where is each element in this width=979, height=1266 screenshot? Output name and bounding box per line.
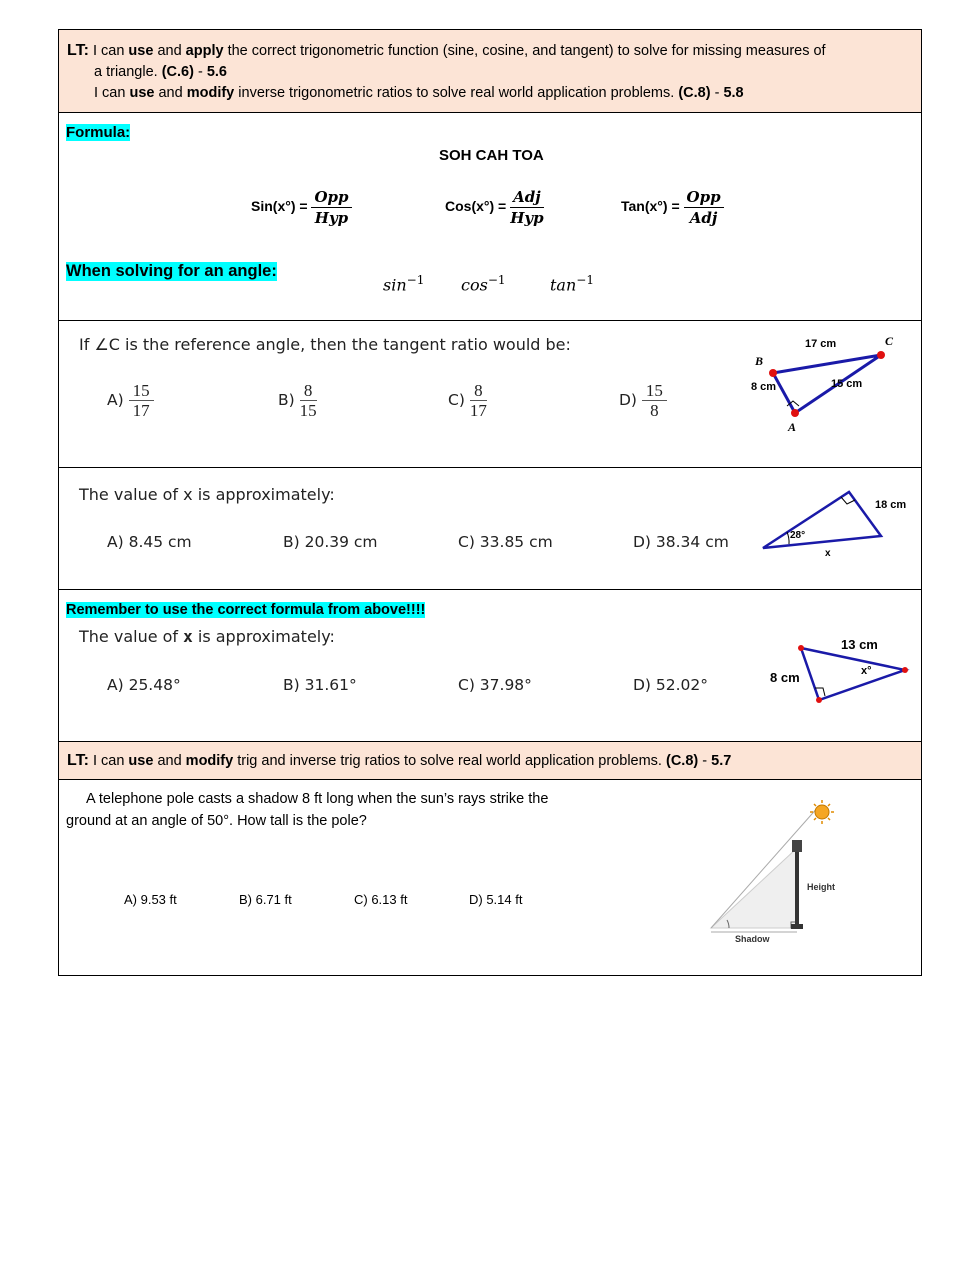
q3-prompt-x: x — [183, 627, 193, 646]
inverse-sin-text: sin — [383, 275, 407, 295]
lt1-text: I can — [94, 85, 130, 101]
cos-formula — [445, 188, 544, 227]
worksheet — [58, 29, 922, 976]
sin-formula — [251, 188, 352, 227]
label-15cm: 15 cm — [831, 378, 863, 390]
sin-numerator: Opp — [311, 188, 351, 208]
numerator: 8 — [300, 381, 317, 401]
lt2-code: (C.8) — [666, 753, 699, 769]
q3-choice-a[interactable]: A) 25.48° — [107, 676, 181, 694]
inverse-exponent: −1 — [406, 273, 425, 287]
learning-target-1 — [59, 30, 921, 113]
question-1 — [59, 321, 921, 468]
q3-prompt-a: The value of — [79, 627, 184, 646]
label-8cm: 8 cm — [770, 670, 800, 685]
lt2-text: and — [153, 753, 186, 769]
label-8cm: 8 cm — [751, 381, 777, 393]
numerator: 15 — [129, 381, 154, 401]
denominator: 15 — [299, 401, 317, 420]
denominator: 17 — [469, 401, 487, 420]
inverse-tan — [550, 273, 594, 294]
q2-choice-a[interactable]: A) 8.45 cm — [107, 533, 192, 551]
lt2-text: trig and inverse trig ratios to solve real world application problems. — [233, 753, 666, 769]
cos-denominator: Hyp — [510, 209, 544, 227]
lt1-code: (C.8) — [678, 85, 711, 101]
lt1-text: inverse trigonometric ratios to solve real world application problems. — [234, 85, 679, 101]
q4-choice-a[interactable]: A) 9.53 ft — [124, 892, 177, 907]
q2-choice-b[interactable]: B) 20.39 cm — [283, 533, 378, 551]
lt1-text: - — [710, 85, 724, 101]
lt2-num: 5.7 — [711, 753, 732, 769]
label-x: x — [825, 548, 831, 559]
q4-line2: ground at an angle of 50°. How tall is the pole? — [66, 813, 367, 829]
label-13cm: 13 cm — [841, 637, 878, 652]
lt1-apply: apply — [185, 43, 224, 59]
q3-prompt — [79, 627, 335, 646]
q1-triangle-figure — [745, 335, 905, 435]
sin-denominator: Hyp — [314, 209, 349, 227]
formula-section — [59, 113, 921, 321]
numerator: 15 — [642, 381, 667, 401]
lt1-text: I can — [88, 43, 129, 59]
vertex-c — [877, 351, 885, 359]
reminder-note: Remember to use the correct formula from above!!!! — [66, 602, 426, 618]
q3-choice-b[interactable]: B) 31.61° — [283, 676, 357, 694]
vertex-bottom — [816, 697, 822, 703]
lt1-text: - — [193, 64, 207, 80]
lt1-num: 5.8 — [723, 85, 744, 101]
vertex-b — [769, 369, 777, 377]
lt1-tag: LT: — [67, 42, 89, 59]
inverse-exponent: −1 — [487, 273, 506, 287]
label-18cm: 18 cm — [875, 499, 907, 511]
lt1-text: a triangle. — [94, 64, 162, 80]
q1-prompt — [79, 335, 571, 354]
right-triangle — [801, 648, 905, 700]
tan-formula — [621, 188, 724, 227]
question-2 — [59, 468, 921, 590]
question-3 — [59, 590, 921, 742]
q4-choice-c[interactable]: C) 6.13 ft — [354, 892, 408, 907]
numerator: 8 — [470, 381, 487, 401]
angle-arc — [787, 532, 789, 544]
q3-prompt-b: is approximately: — [192, 627, 335, 646]
sin-label: Sin(x°) = — [251, 198, 308, 215]
label-a: A — [788, 420, 797, 434]
lt1-use: use — [128, 43, 154, 59]
lt1-line1 — [67, 40, 913, 62]
label-c: C — [885, 335, 894, 348]
lamp-icon — [792, 840, 802, 852]
q3-choice-d[interactable]: D) 52.02° — [633, 676, 709, 694]
inverse-sin — [383, 273, 424, 294]
tan-denominator: Adj — [689, 209, 718, 227]
soh-cah-toa: SOH CAH TOA — [439, 147, 544, 164]
tan-fraction — [684, 188, 724, 227]
q3-triangle-figure — [765, 630, 915, 710]
q1-prompt-b: C is the reference angle, then the tangent ratio would be: — [108, 335, 571, 354]
q4-line1: A telephone pole casts a shadow 8 ft long when the sun’s rays strike the — [86, 791, 549, 807]
label-x-deg: x° — [861, 665, 872, 677]
lt1-code: (C.6) — [161, 64, 194, 80]
q2-choice-d[interactable]: D) 38.34 cm — [633, 533, 729, 551]
q1-choice-c[interactable] — [448, 381, 487, 420]
choice-fraction — [470, 381, 487, 420]
lt1-use: use — [129, 85, 155, 101]
q1-choice-a[interactable] — [107, 381, 154, 420]
q4-choice-b[interactable]: B) 6.71 ft — [239, 892, 292, 907]
denominator: 17 — [132, 401, 150, 420]
tan-label: Tan(x°) = — [621, 198, 680, 215]
denominator: 8 — [650, 401, 659, 420]
lt2-use: use — [128, 753, 154, 769]
inverse-cos-text: cos — [461, 275, 488, 295]
angle-label: When solving for an angle: — [66, 262, 277, 280]
lt1-text: the correct trigonometric function (sine, cosine, and tangent) to solve for missing measures of — [223, 43, 826, 59]
choice-letter: B) — [278, 391, 295, 409]
q4-choice-d[interactable]: D) 5.14 ft — [469, 892, 523, 907]
q1-choice-d[interactable] — [619, 381, 667, 420]
lt2-text: - — [698, 753, 712, 769]
cos-label: Cos(x°) = — [445, 198, 507, 215]
lt2-tag: LT: — [67, 752, 89, 769]
vertex-top — [798, 645, 804, 651]
q2-choice-c[interactable]: C) 33.85 cm — [458, 533, 553, 551]
inverse-exponent: −1 — [576, 273, 594, 287]
sin-fraction — [311, 188, 351, 227]
q1-prompt-a: If ∠ — [79, 335, 109, 354]
vertex-right — [902, 667, 908, 673]
formula-label: Formula: — [66, 124, 131, 141]
label-28deg: 28° — [790, 530, 806, 541]
label-height: Height — [807, 882, 835, 892]
tan-numerator: Opp — [684, 188, 724, 208]
right-triangle — [763, 492, 881, 548]
lt1-line3 — [67, 83, 913, 104]
choice-letter: C) — [448, 391, 465, 409]
lt2-text: I can — [88, 753, 129, 769]
lt1-line2 — [67, 62, 913, 83]
choice-letter: D) — [619, 391, 637, 409]
lt2-modify: modify — [185, 753, 234, 769]
inverse-tan-text: tan — [550, 275, 577, 295]
q2-prompt: The value of x is approximately: — [79, 485, 335, 504]
lt1-text: and — [154, 85, 187, 101]
vertex-a — [791, 409, 799, 417]
question-4 — [59, 780, 921, 976]
label-17cm: 17 cm — [805, 338, 837, 350]
choice-fraction — [129, 381, 154, 420]
lt1-text: and — [153, 43, 186, 59]
lt1-num: 5.6 — [206, 64, 228, 80]
q4-pole-figure — [707, 800, 837, 950]
pole-icon — [795, 850, 799, 928]
inverse-cos — [461, 273, 506, 294]
cos-fraction — [510, 188, 544, 227]
label-shadow: Shadow — [735, 934, 770, 944]
label-b: B — [755, 354, 764, 368]
choice-fraction — [300, 381, 317, 420]
choice-letter: A) — [107, 391, 124, 409]
q3-choice-c[interactable]: C) 37.98° — [458, 676, 532, 694]
choice-fraction — [642, 381, 667, 420]
pole-base — [791, 924, 803, 929]
lt1-modify: modify — [186, 85, 235, 101]
q1-choice-b[interactable] — [278, 381, 317, 420]
light-triangle — [711, 848, 797, 928]
cos-numerator: Adj — [510, 188, 544, 208]
q2-triangle-figure — [757, 484, 917, 564]
learning-target-2 — [59, 742, 921, 780]
